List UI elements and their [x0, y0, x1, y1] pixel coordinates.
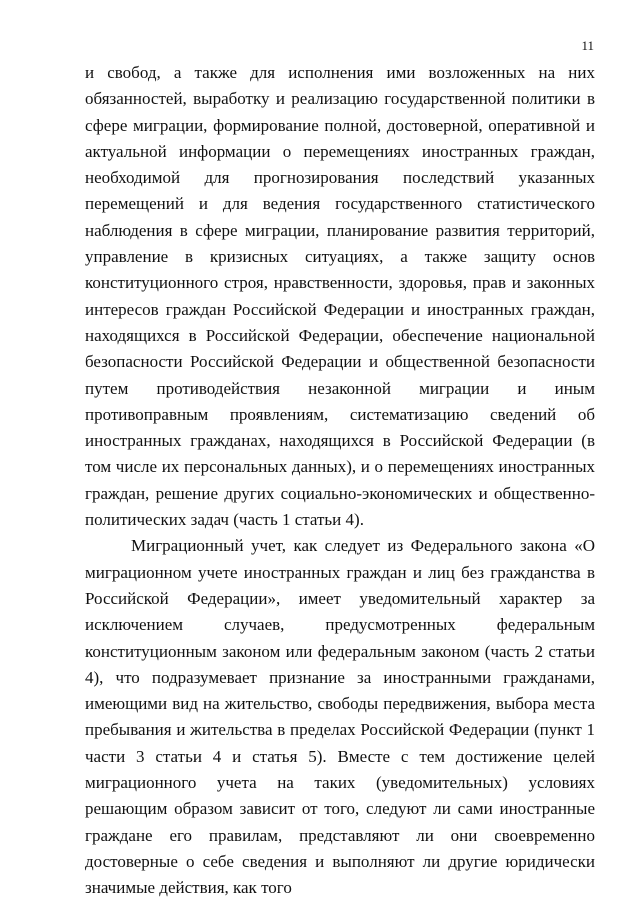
- body-text: [85, 60, 595, 902]
- page-number: 11: [581, 38, 594, 53]
- paragraph-continuation: и свобод, а также для исполнения ими возложенных на них обязанностей, выработку и реализацию государственной политики в сфере миграции, формирование полной, достоверной, оперативной и актуальной информации о перемещениях иностранных граждан, необходимой для прогнозирования последствий указанных перемещений и для ведения государственного статистического наблюдения в сфере миграции, планирование развития территорий, управление в кризисных ситуациях, а также защиту основ конституционного строя, нравственности, здоровья, прав и законных интересов граждан Российской Федерации и иностранных граждан, находящихся в Российской Федерации, обеспечение национальной безопасности Российской Федерации и общественной безопасности путем противодействия незаконной миграции и иным противоправным проявлениям, систематизацию сведений об иностранных гражданах, находящихся в Российской Федерации (в том числе их персональных данных), и о перемещениях иностранных граждан, решение других социально-экономических и общественно-политических задач (часть 1 статьи 4).: [85, 63, 595, 530]
- paragraph-migration-registration: Миграционный учет, как следует из Федерального закона «О миграционном учете иностранных граждан и лиц без гражданства в Российской Федерации», имеет уведомительный характер за исключением случаев, предусмотренных федеральным конституционным законом или федеральным законом (часть 2 статьи 4), что подразумевает признание за иностранными гражданами, имеющими вид на жительство, свободы передвижения, выбора места пребывания и жительства в пределах Российской Федерации (пункт 1 части 3 статьи 4 и статья 5). Вместе с тем достижение целей миграционного учета на таких (уведомительных) условиях решающим образом зависит от того, следуют ли сами иностранные граждане его правилам, представляют ли они своевременно достоверные о себе сведения и выполняют ли другие юридически значимые действия, как того: [85, 536, 595, 898]
